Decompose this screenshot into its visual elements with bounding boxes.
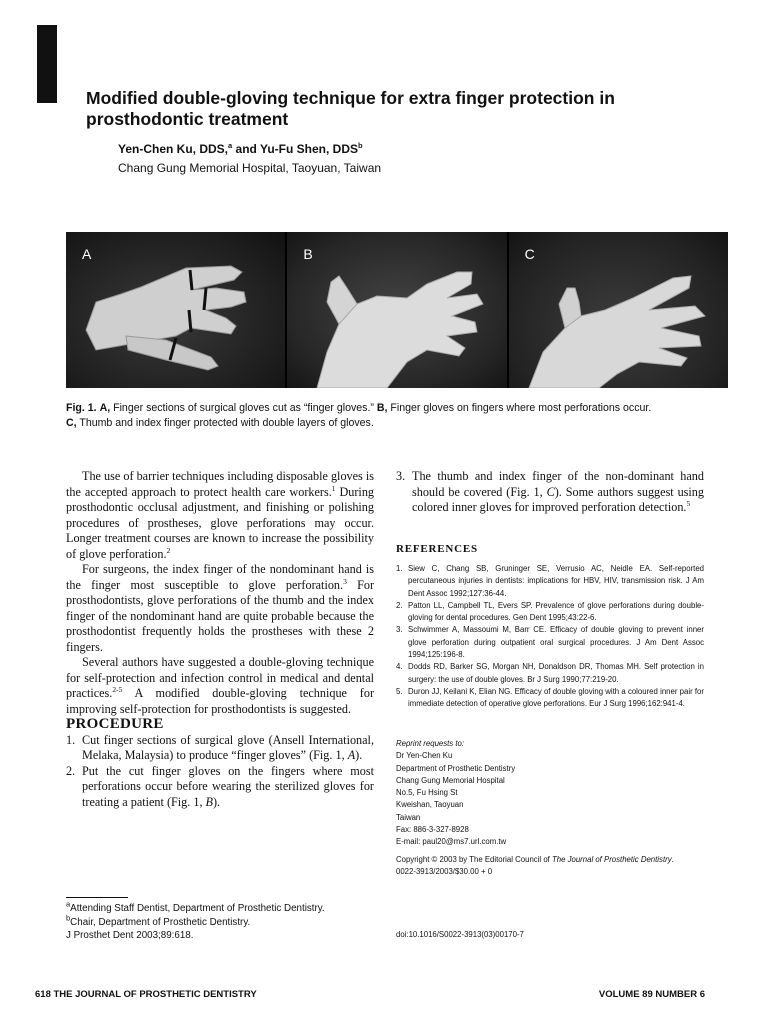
caption-c-label: C, (66, 417, 77, 429)
body-paragraph-3 (66, 655, 374, 717)
procedure-steps-continued (396, 469, 704, 516)
doi: doi:10.1016/S0022-3913(03)00170-7 (396, 930, 524, 939)
figure-panel-a (66, 232, 287, 388)
body-paragraph-2 (66, 562, 374, 655)
procedure-step (66, 764, 374, 811)
footer-journal: 618 THE JOURNAL OF PROSTHETIC DENTISTRY (35, 989, 257, 1000)
footnotes (66, 899, 325, 943)
footnote-text: Chair, Department of Prosthetic Dentistry. (70, 916, 251, 928)
panel-label-c: C (524, 246, 535, 262)
reference-item (396, 563, 704, 600)
step-number: 2. (66, 763, 76, 778)
body-text: The use of barrier techniques including disposable gloves is the accepted approach to protect health care workers. (66, 469, 374, 499)
reference-text: Dodds RD, Barker SG, Morgan NH, Donaldson DR, Thomas MH. Self protection in surgery: the use of double gloves. Br J Surg 1990;77:219-20. (408, 662, 704, 684)
copyright-journal: The Journal of Prosthetic Dentistry (552, 855, 672, 864)
finger-gloves-image (66, 232, 285, 388)
reference-number: 4. (396, 662, 403, 672)
step-text: Put the cut finger gloves on the fingers where most perforations occur before wearing the sterilized gloves for treating a patient (Fig. 1, (82, 763, 374, 809)
footnote-a (66, 899, 325, 916)
procedure-step (66, 733, 374, 764)
footnote-mark: a (66, 899, 71, 909)
citation-mark: 2-5 (112, 684, 123, 694)
panel-label-b: B (303, 246, 313, 262)
figure-ref: C (546, 484, 555, 499)
reprint-line: Chang Gung Memorial Hospital (396, 775, 505, 785)
footnote-b (66, 913, 325, 930)
body-text: During prosthodontic occlusal adjustment, and finishing or polishing procedures of prostheses, glove perforations may occur. Longer treatment courses are known to increase the possibility of glove perforation. (66, 484, 375, 561)
figure-ref: A (347, 748, 356, 762)
reference-number: 3. (396, 625, 403, 635)
footnote-divider (66, 897, 128, 898)
step-text: ). Some authors suggest using colored inner gloves for improved perforation detection. (412, 484, 704, 514)
caption-a-text: Finger sections of surgical gloves cut as “finger gloves.” (110, 402, 377, 414)
reprint-requests (396, 738, 515, 849)
reprint-line: Dr Yen-Chen Ku (396, 751, 453, 761)
right-column (396, 469, 704, 711)
reprint-line: Taiwan (396, 812, 421, 822)
copyright-text: . (671, 855, 674, 864)
reference-item (396, 600, 704, 625)
reprint-line: No.5, Fu Hsing St (396, 788, 458, 798)
figure-caption (66, 401, 728, 431)
caption-b-label: B, (376, 402, 388, 414)
reprint-line: Kweishan, Taoyuan (396, 800, 464, 810)
author-1: Yen-Chen Ku, DDS, (118, 142, 229, 156)
step-text: Cut finger sections of surgical glove (Ansell International, Melaka, Malaysia) to produce “finger gloves” (Fig. 1, (82, 732, 374, 762)
body-text: For prosthodontists, glove perforations of the thumb and the index finger of the nondominant hand are quite probable because the prosthodontist frequently holds the prostheses with these 2 fingers. (66, 577, 375, 654)
procedure-steps (66, 733, 374, 811)
reference-text: Schwimmer A, Massoumi M, Barr CE. Efficacy of double gloving to prevent inner glove perforation during outpatient oral surgical procedures. J Am Dent Assoc 1994;125:196-8. (408, 625, 704, 660)
author-line (118, 142, 363, 156)
reference-item (396, 624, 704, 661)
author-1-affil-mark: a (228, 141, 233, 150)
author-conjunction: and (232, 142, 260, 156)
footer-volume: VOLUME 89 NUMBER 6 (598, 989, 705, 1000)
author-2: Yu-Fu Shen, DDS (259, 142, 358, 156)
citation-mark: 3 (343, 576, 347, 586)
step-text: ). (355, 748, 363, 762)
reference-text: Duron JJ, Keilani K, Elian NG. Efficacy of double gloving with a coloured inner pair for immediate detection of operative glove perforations. Eur J Surg 1996;162:941-4. (408, 686, 704, 709)
reference-number: 2. (396, 600, 403, 610)
hand-with-finger-gloves-image (287, 232, 506, 388)
journal-citation: J Prosthet Dent 2003;89:618. (66, 930, 194, 941)
copyright-notice (396, 854, 706, 879)
figure-panel-c (509, 232, 728, 388)
panel-label-a: A (82, 246, 92, 262)
copyright-text: Copyright © 2003 by The Editorial Council of (396, 855, 552, 864)
body-paragraph-1 (66, 469, 374, 562)
references-heading: REFERENCES (396, 542, 478, 555)
step-text: ). (213, 794, 221, 809)
article-title: Modified double-gloving technique for extra finger protection in prosthodontic treatment (86, 88, 615, 129)
reprint-label: Reprint requests to: (396, 739, 465, 748)
double-gloved-hand-image (509, 232, 728, 388)
reprint-line: Department of Prosthetic Dentistry (396, 763, 516, 773)
references-list (396, 563, 704, 711)
affiliation: Chang Gung Memorial Hospital, Taoyuan, Taiwan (118, 161, 382, 175)
reprint-line: Fax: 886-3-327-8928 (396, 825, 469, 835)
procedure-step (396, 469, 704, 516)
reprint-line: E-mail: paul20@ms7.url.com.tw (396, 837, 507, 847)
body-text: Several authors have suggested a double-gloving technique for self-protection and infection control in medical and dental practices. (66, 655, 374, 700)
procedure-heading: PROCEDURE (66, 716, 164, 732)
citation-mark: 2 (166, 545, 171, 555)
copyright-line (396, 854, 706, 866)
author-2-affil-mark: b (358, 141, 363, 150)
step-number: 3. (396, 469, 406, 483)
reference-number: 5. (396, 686, 403, 696)
figure-1 (66, 232, 728, 388)
footnote-mark: b (66, 913, 71, 923)
reference-item (396, 661, 704, 686)
body-text: For surgeons, the index finger of the nondominant hand is the finger most susceptible to glove perforation. (66, 562, 374, 592)
caption-c-text: Thumb and index finger protected with double layers of gloves. (76, 417, 374, 429)
reference-text: Siew C, Chang SB, Gruninger SE, Verrusio AC, Neidle EA. Self-reported percutaneous injuries in dentists: implications for HBV, HIV, transmission risk. J Am Dent Assoc 1992;127:36-44. (408, 564, 704, 598)
reference-number: 1. (396, 564, 403, 573)
left-column (66, 469, 374, 810)
reference-item (396, 686, 704, 711)
citation-mark: 1 (331, 483, 336, 493)
section-marker-bar (37, 25, 57, 103)
caption-a-label: A, (99, 402, 111, 414)
step-text: The thumb and index finger of the non-dominant hand should be covered (Fig. 1, (412, 469, 704, 499)
figure-panel-b (287, 232, 508, 388)
body-text: A modified double-gloving technique for improving self-protection for prosthodontists is suggested. (66, 686, 374, 716)
step-number: 1. (66, 732, 76, 747)
caption-b-text: Finger gloves on fingers where most perforations occur. (387, 402, 652, 414)
issn-price: 0022-3913/2003/$30.00 + 0 (396, 867, 493, 877)
reference-text: Patton LL, Campbell TL, Evers SP. Prevalence of glove perforations during double-gloving for dental procedures. Gen Dent 1995;43:22-6. (408, 600, 704, 623)
figure-ref: B (205, 794, 213, 809)
footnote-text: Attending Staff Dentist, Department of Prosthetic Dentistry. (70, 903, 325, 914)
caption-figure-label: Fig. 1. (66, 402, 97, 414)
citation-mark: 5 (686, 498, 691, 508)
